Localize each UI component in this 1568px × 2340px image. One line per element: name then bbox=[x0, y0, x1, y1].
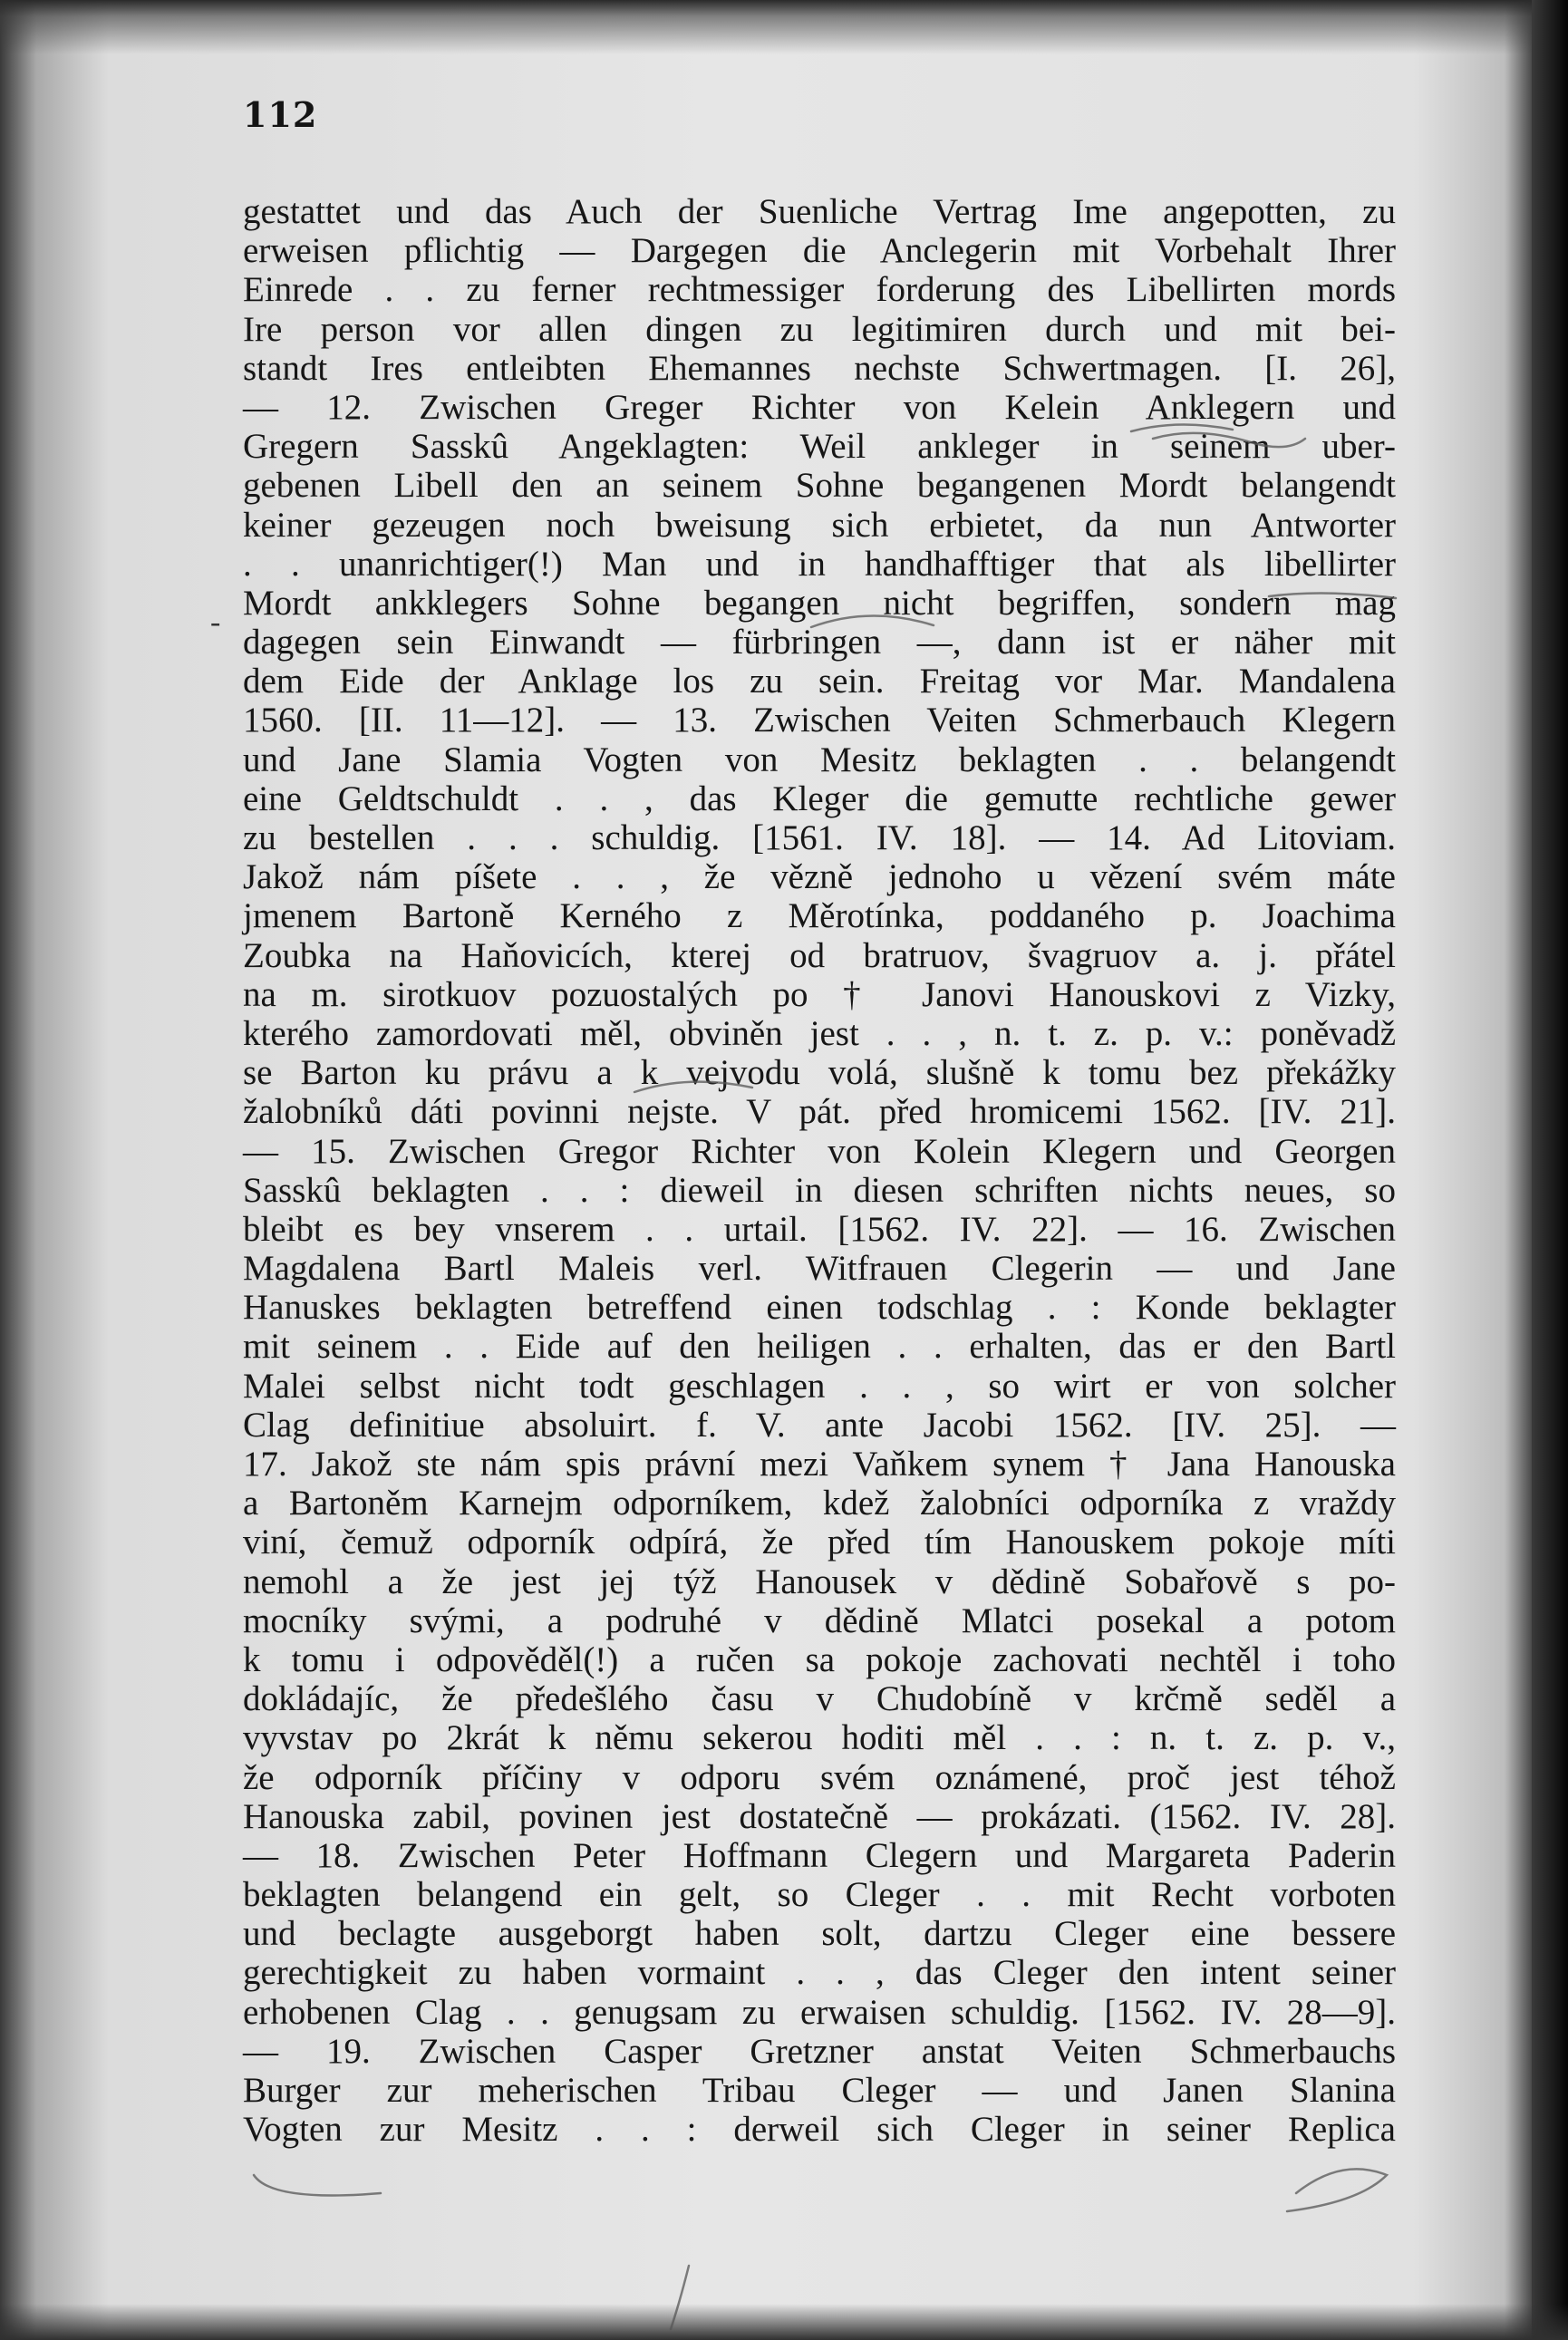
text-line: Mordt ankklegers Sohne begangen nicht begriffen, sondern mag bbox=[243, 583, 1396, 623]
text-line: . . unanrichtiger(!) Man und in handhafftiger that als libellirter bbox=[243, 544, 1396, 584]
text-line: že odporník příčiny v odporu svém oznámené, proč jest téhož bbox=[243, 1757, 1396, 1797]
text-line: žalobníků dáti povinni nejste. V pát. před hromicemi 1562. [IV. 21]. bbox=[243, 1092, 1396, 1132]
text-line: Einrede . . zu ferner rechtmessiger forderung des Libellirten mords bbox=[243, 270, 1396, 310]
right-edge-shadow bbox=[1532, 0, 1568, 2340]
body-text bbox=[243, 192, 1396, 2149]
text-line: erweisen pflichtig — Dargegen die Anclegerin mit Vorbehalt Ihrer bbox=[243, 231, 1396, 271]
text-line: gerechtigkeit zu haben vormaint . . , das Cleger den intent seiner bbox=[243, 1953, 1396, 1993]
text-line: beklagten belangend ein gelt, so Cleger . . mit Recht vorboten bbox=[243, 1875, 1396, 1915]
text-line: Sasskû beklagten . . : dieweil in diesen schriften nichts neues, so bbox=[243, 1170, 1396, 1210]
margin-mark: - bbox=[210, 605, 221, 639]
text-line: se Barton ku právu a k vejvodu volá, slušně k tomu bez překážky bbox=[243, 1053, 1396, 1093]
text-line: — 19. Zwischen Casper Gretzner anstat Veiten Schmerbauchs bbox=[243, 2031, 1396, 2071]
text-line: Jakož nám píšete . . , že vězně jednoho u vězení svém máte bbox=[243, 857, 1396, 897]
text-line: dagegen sein Einwandt — fürbringen —, dann ist er näher mit bbox=[243, 623, 1396, 662]
text-line: zu bestellen . . . schuldig. [1561. IV. 18]. — 14. Ad Litoviam. bbox=[243, 818, 1396, 857]
text-line: na m. sirotkuov pozuostalých po † Janovi Hanouskovi z Vizky, bbox=[243, 974, 1396, 1014]
text-line: mocníky svými, a podruhé v dědině Mlatci posekal a potom bbox=[243, 1600, 1396, 1640]
text-line: vyvstav po 2krát k němu sekerou hoditi měl . . : n. t. z. p. v., bbox=[243, 1718, 1396, 1758]
pencil-curl-bottom-right bbox=[1287, 2169, 1387, 2211]
top-edge-shadow bbox=[0, 0, 1568, 54]
bottom-edge-shadow bbox=[0, 2304, 1568, 2340]
text-line: nemohl a že jest jej týž Hanousek v dědině Sobařově s po- bbox=[243, 1562, 1396, 1601]
text-line: standt Ires entleibten Ehemannes nechste Schwertmagen. [I. 26], bbox=[243, 348, 1396, 388]
text-line: gestattet und das Auch der Suenliche Vertrag Ime angepotten, zu bbox=[243, 192, 1396, 231]
text-line: Clag definitiue absoluirt. f. V. ante Jacobi 1562. [IV. 25]. — bbox=[243, 1405, 1396, 1445]
text-line: kterého zamordovati měl, obviněn jest . . , n. t. z. p. v.: poněvadž bbox=[243, 1013, 1396, 1053]
text-line: Zoubka na Haňovicích, kterej od bratruov, švagruov a. j. přátel bbox=[243, 935, 1396, 975]
text-line: und Jane Slamia Vogten von Mesitz beklagten . . belangendt bbox=[243, 740, 1396, 779]
text-line: keiner gezeugen noch bweisung sich erbietet, da nun Antworter bbox=[243, 505, 1396, 545]
text-line: bleibt es bey vnserem . . urtail. [1562. IV. 22]. — 16. Zwischen bbox=[243, 1209, 1396, 1249]
text-line: — 18. Zwischen Peter Hoffmann Clegern und Margareta Paderin bbox=[243, 1835, 1396, 1875]
text-line: a Bartoněm Karnejm odporníkem, kdež žalobníci odporníka z vraždy bbox=[243, 1484, 1396, 1523]
text-line: — 12. Zwischen Greger Richter von Kelein Anklegern und bbox=[243, 387, 1396, 427]
text-line: Malei selbst nicht todt geschlagen . . , so wirt er von solcher bbox=[243, 1366, 1396, 1406]
pencil-curl-bottom-left bbox=[254, 2175, 381, 2196]
text-line: eine Geldtschuldt . . , das Kleger die gemutte rechtliche gewer bbox=[243, 778, 1396, 818]
text-line: erhobenen Clag . . genugsam zu erwaisen schuldig. [1562. IV. 28—9]. bbox=[243, 1992, 1396, 2032]
text-line: 1560. [II. 11—12]. — 13. Zwischen Veiten Schmerbauch Klegern bbox=[243, 701, 1396, 740]
text-line: Burger zur meherischen Tribau Cleger — und Janen Slanina bbox=[243, 2071, 1396, 2110]
text-line: dokládajíc, že předešlého času v Chudobíně v krčmě seděl a bbox=[243, 1679, 1396, 1719]
text-line: Vogten zur Mesitz . . : derweil sich Cleger in seiner Replica bbox=[243, 2110, 1396, 2150]
text-line: Ire person vor allen dingen zu legitimiren durch und mit bei- bbox=[243, 309, 1396, 349]
text-line: Gregern Sasskû Angeklagten: Weil ankleger in seinem uber- bbox=[243, 427, 1396, 467]
text-line: und beclagte ausgeborgt haben solt, dartzu Cleger eine bessere bbox=[243, 1914, 1396, 1954]
text-line: — 15. Zwischen Gregor Richter von Kolein Klegern und Georgen bbox=[243, 1131, 1396, 1171]
text-line: Hanouska zabil, povinen jest dostatečně — prokázati. (1562. IV. 28]. bbox=[243, 1796, 1396, 1836]
text-line: dem Eide der Anklage los zu sein. Freitag vor Mar. Mandalena bbox=[243, 662, 1396, 701]
text-line: k tomu i odpověděl(!) a ručen sa pokoje zachovati nechtěl i toho bbox=[243, 1639, 1396, 1679]
text-line: 17. Jakož ste nám spis právní mezi Vaňkem synem † Jana Hanouska bbox=[243, 1445, 1396, 1484]
text-line: mit seinem . . Eide auf den heiligen . . erhalten, das er den Bartl bbox=[243, 1327, 1396, 1367]
text-line: viní, čemuž odporník odpírá, že před tím Hanouskem pokoje míti bbox=[243, 1523, 1396, 1562]
text-line: gebenen Libell den an seinem Sohne begangenen Mordt belangendt bbox=[243, 466, 1396, 506]
text-line: jmenem Bartoně Kerného z Měrotínka, poddaného p. Joachima bbox=[243, 896, 1396, 936]
text-line: Hanuskes beklagten betreffend einen todschlag . : Konde beklagter bbox=[243, 1288, 1396, 1328]
text-line: Magdalena Bartl Maleis verl. Witfrauen Clegerin — und Jane bbox=[243, 1249, 1396, 1289]
page-number: 112 bbox=[243, 94, 318, 135]
